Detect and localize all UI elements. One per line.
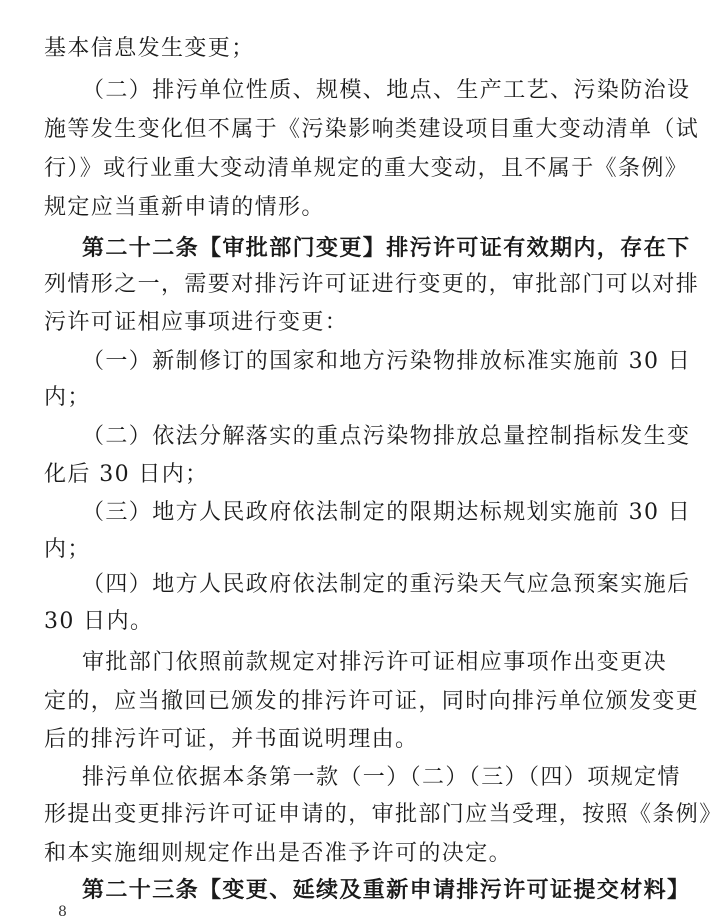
text-line: 后的排污许可证，并书面说明理由。 [44,727,419,752]
text-line: （二）排污单位性质、规模、地点、生产工艺、污染防治设 [82,78,691,103]
text-line: 定的，应当撤回已颁发的排污许可证，同时向排污单位颁发变更 [44,689,700,714]
text-line: 排污单位依据本条第一款（一）（二）（三）（四）项规定情 [82,765,681,790]
text-line: 规定应当重新申请的情形。 [44,195,325,220]
text-line: 内； [44,385,91,410]
text-line: 列情形之一，需要对排污许可证进行变更的，审批部门可以对排 [44,272,700,297]
text-line: 行）》或行业重大变动清单规定的重大变动，且不属于《条例》 [44,156,689,181]
text-line: 和本实施细则规定作出是否准予许可的决定。 [44,841,513,866]
article-heading: 第二十二条【审批部门变更】排污许可证有效期内，存在下 [82,235,691,261]
article-heading: 第二十三条【变更、延续及重新申请排污许可证提交材料】 [82,877,691,903]
text-line: 化后 30 日内； [44,462,209,487]
text-line: 施等发生变化但不属于《污染影响类建设项目重大变动清单（试 [44,117,700,142]
text-line: 形提出变更排污许可证申请的，审批部门应当受理，按照《条例》 [44,802,723,827]
text-line: 污许可证相应事项进行变更： [44,310,349,335]
text-line: 审批部门依照前款规定对排污许可证相应事项作出变更决 [82,650,668,675]
text-line: （三）地方人民政府依法制定的限期达标规划实施前 30 日 [82,500,692,525]
text-line: （二）依法分解落实的重点污染物排放总量控制指标发生变 [82,424,691,449]
text-line: （四）地方人民政府依法制定的重污染天气应急预案实施后 [82,572,691,597]
text-line: 基本信息发生变更； [44,36,255,61]
text-line: 30 日内。 [44,609,154,634]
text-line: 内； [44,537,91,562]
page-number: 8 [58,904,67,920]
text-line: （一）新制修订的国家和地方污染物排放标准实施前 30 日 [82,349,692,374]
